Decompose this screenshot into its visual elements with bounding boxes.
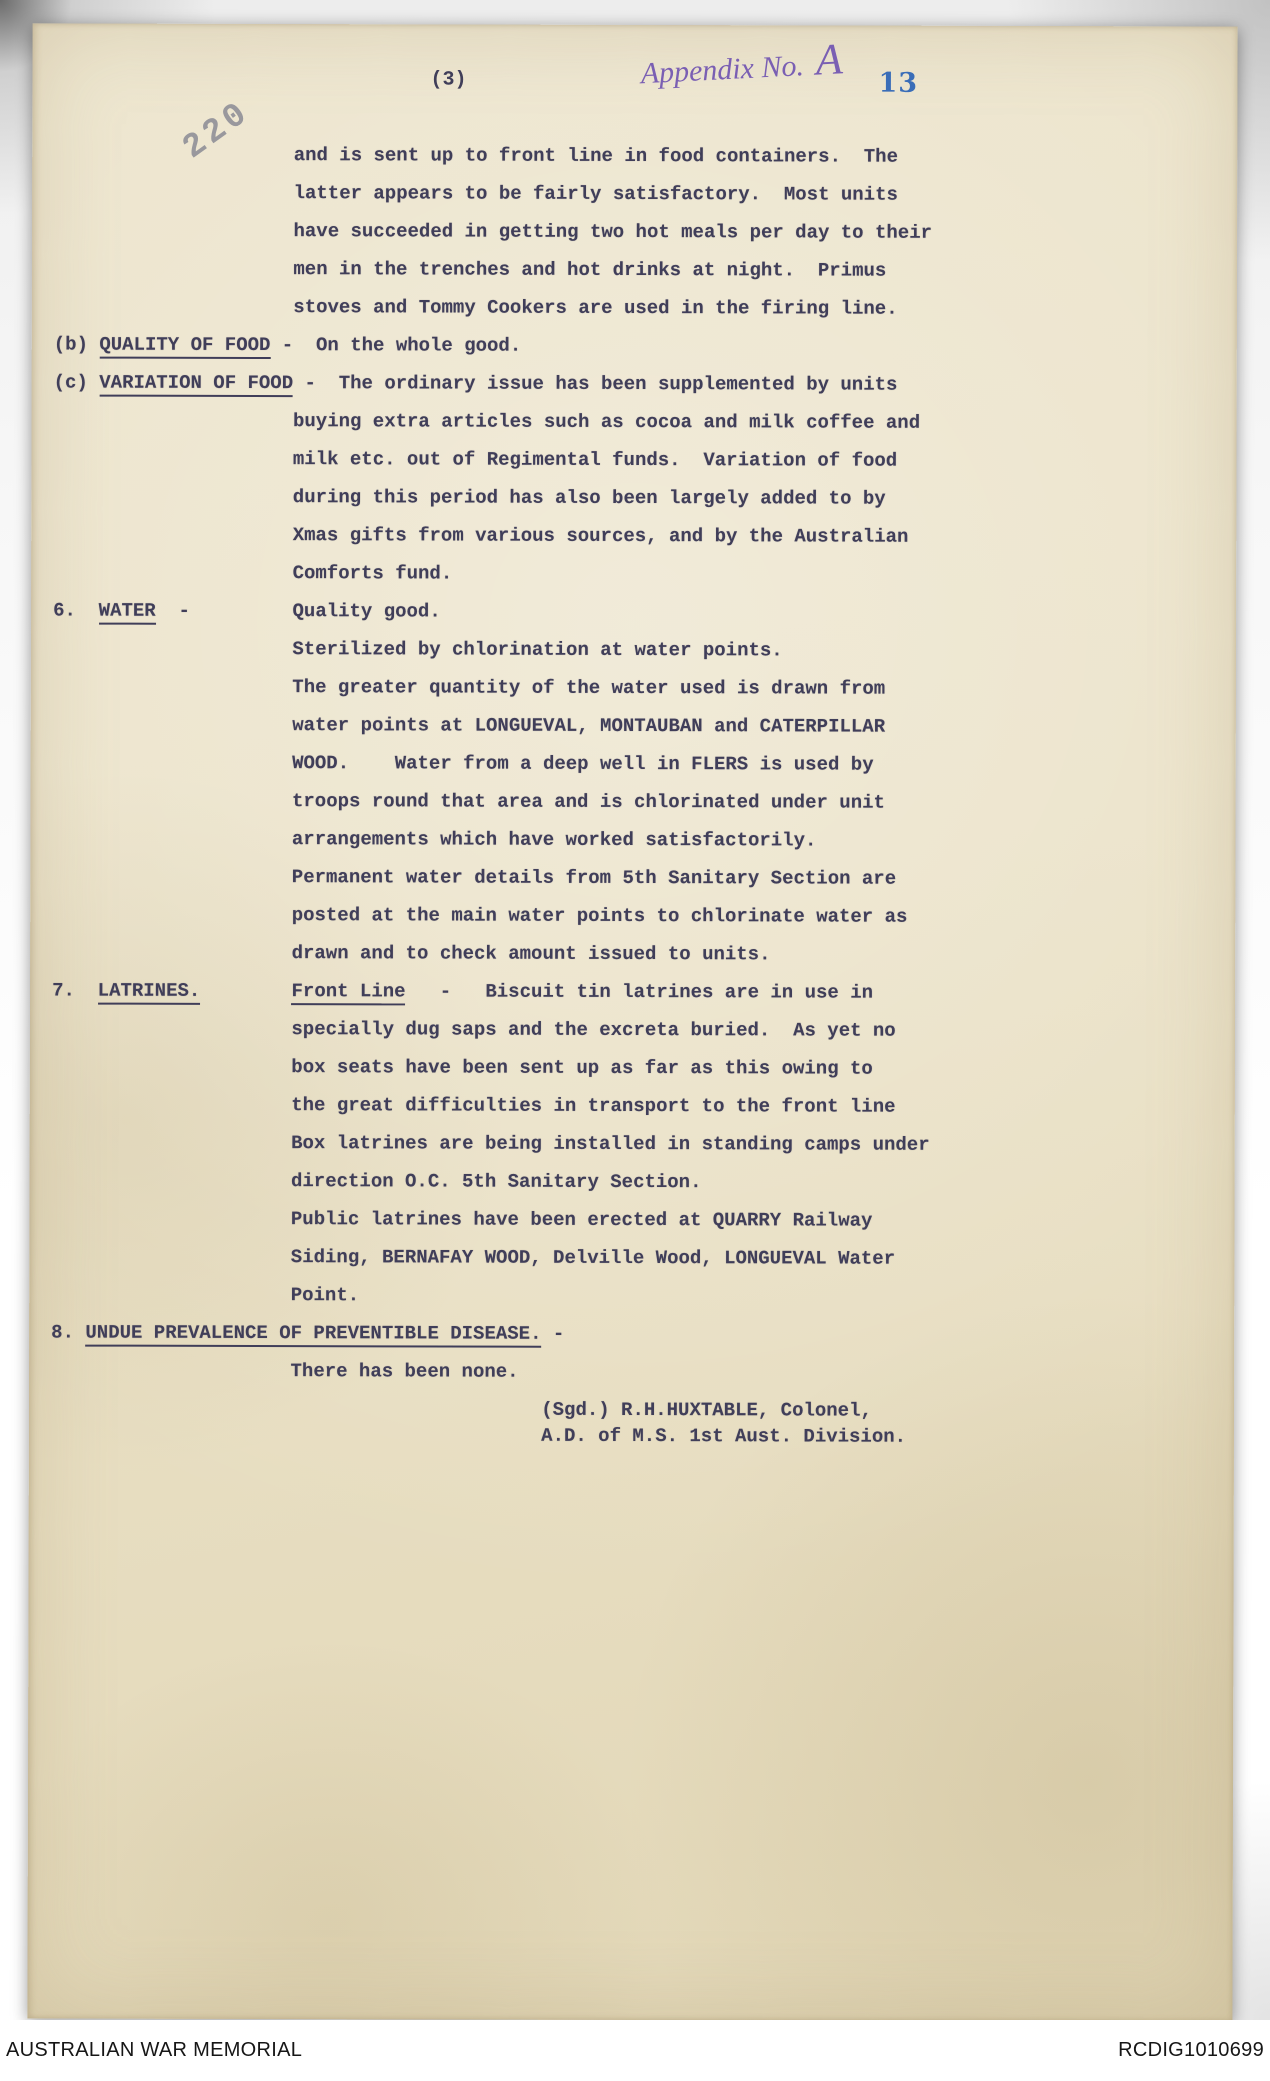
doc-line: (Sgd.) R.H.HUXTABLE, Colonel, xyxy=(541,1398,872,1422)
doc-line: men in the trenches and hot drinks at night. Primus xyxy=(293,258,887,282)
doc-line: have succeeded in getting two hot meals per day to their xyxy=(293,220,933,244)
doc-line: specially dug saps and the excreta buried. As yet no xyxy=(291,1018,896,1042)
doc-line: troops round that area and is chlorinated under unit xyxy=(291,790,885,814)
doc-line: latter appears to be fairly satisfactory. Most units xyxy=(293,182,898,206)
doc-line: direction O.C. 5th Sanitary Section. xyxy=(290,1170,702,1194)
doc-line: 6. WATER - Quality good. xyxy=(53,591,931,631)
doc-line: posted at the main water points to chlorinate water as xyxy=(291,904,908,928)
appendix-letter: A xyxy=(814,34,844,85)
doc-line: Xmas gifts from various sources, and by the Australian xyxy=(292,524,909,548)
doc-line: Public latrines have been erected at QUARRY Railway xyxy=(290,1208,873,1232)
doc-line: The greater quantity of the water used is drawn from xyxy=(292,676,886,700)
doc-line: (b) QUALITY OF FOOD - On the whole good. xyxy=(54,325,932,365)
doc-line: (c) VARIATION OF FOOD - The ordinary issue has been supplemented by units xyxy=(53,371,898,396)
document-paper xyxy=(27,23,1237,2021)
doc-line: A.D. of M.S. 1st Aust. Division. xyxy=(541,1424,907,1448)
doc-line: WOOD. Water from a deep well in FLERS is used by xyxy=(292,752,874,776)
record-id: RCDIG1010699 xyxy=(1118,2039,1264,2061)
doc-line: Siding, BERNAFAY WOOD, Delville Wood, LONGUEVAL Water xyxy=(290,1246,896,1270)
doc-line: 7. LATRINES. Front Line - Biscuit tin latrines are in use in xyxy=(52,979,874,1004)
folio-number: 13 xyxy=(878,67,919,99)
doc-line: Permanent water details from 5th Sanitary Section are xyxy=(291,866,897,890)
doc-line: stoves and Tommy Cookers are used in the firing line. xyxy=(293,296,898,320)
doc-line: during this period has also been largely added to by xyxy=(292,486,886,510)
doc-line: Point. xyxy=(290,1284,360,1307)
doc-line: Comforts fund. xyxy=(292,562,453,585)
appendix-label: Appendix No. xyxy=(639,49,805,91)
doc-line: drawn and to check amount issued to units. xyxy=(291,942,771,966)
appendix-annotation xyxy=(639,36,843,97)
doc-line: water points at LONGUEVAL, MONTAUBAN and CATERPILLAR xyxy=(292,714,886,738)
doc-line: the great difficulties in transport to the front line xyxy=(291,1094,896,1118)
doc-line: box seats have been sent up as far as this owing to xyxy=(291,1056,873,1080)
doc-line: and is sent up to front line in food containers. The xyxy=(293,144,899,168)
doc-line: 8. UNDUE PREVALENCE OF PREVENTIBLE DISEASE. - xyxy=(51,1313,929,1353)
page-number: (3) xyxy=(430,68,467,92)
doc-line: buying extra articles such as cocoa and milk coffee and xyxy=(292,410,921,434)
doc-line: arrangements which have worked satisfactorily. xyxy=(291,828,817,852)
doc-line: Sterilized by chlorination at water points. xyxy=(292,638,783,662)
stamp-number: 220 xyxy=(176,94,258,168)
document-lines xyxy=(51,135,933,1448)
archive-name: AUSTRALIAN WAR MEMORIAL xyxy=(6,2039,303,2061)
doc-line: There has been none. xyxy=(290,1360,519,1383)
doc-line: Box latrines are being installed in standing camps under xyxy=(291,1132,930,1156)
footer-bar xyxy=(0,2020,1270,2081)
doc-line: milk etc. out of Regimental funds. Variation of food xyxy=(292,448,898,472)
